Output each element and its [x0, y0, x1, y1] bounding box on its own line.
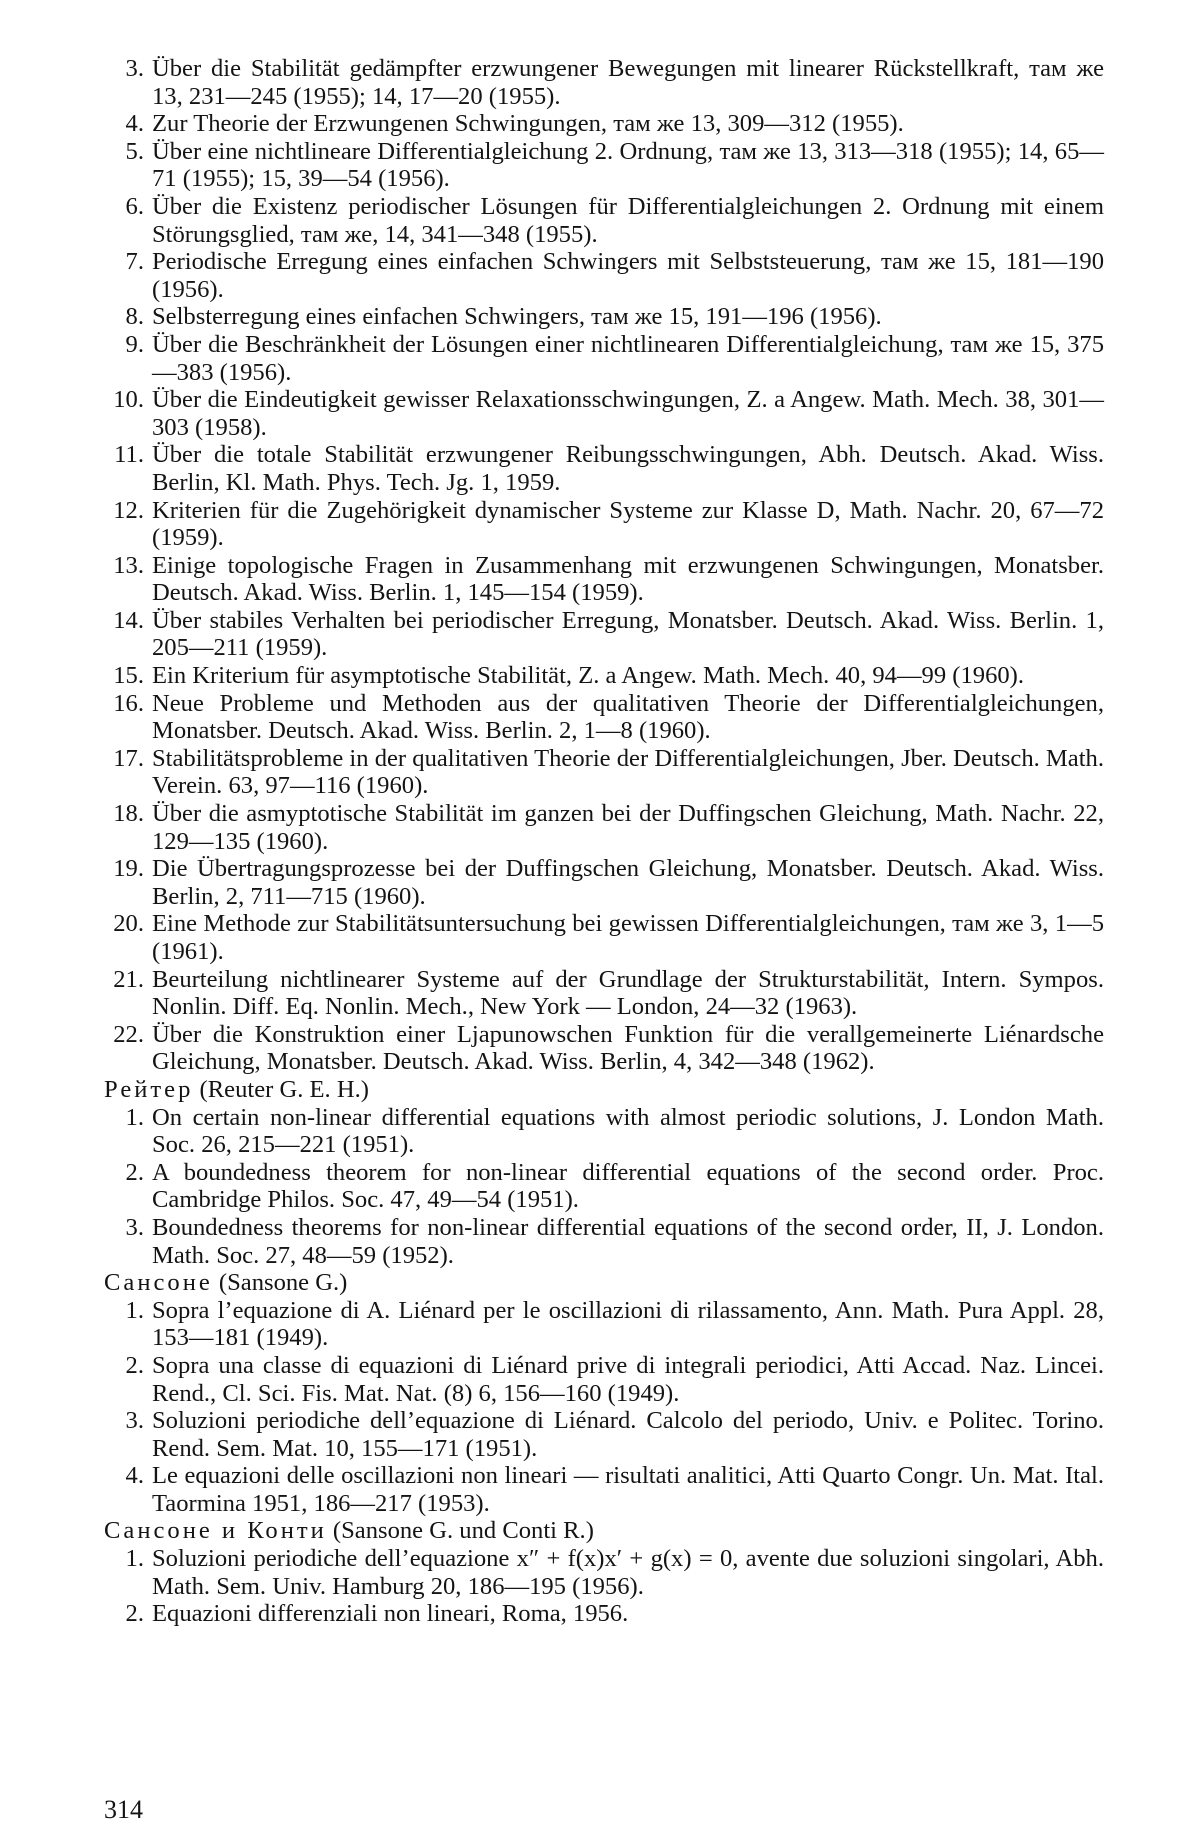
- page-number: 314: [104, 1795, 143, 1824]
- author-name: Рейтер: [104, 1075, 194, 1103]
- reference-entry: [104, 855, 1104, 910]
- author-heading: [104, 1076, 1104, 1104]
- author-heading: [104, 1517, 1104, 1545]
- reference-text: Boundedness theorems for non-linear differential equations of the second order, II, J. London. Math. Soc. 27, 48—59 (1952).: [152, 1213, 1104, 1269]
- reference-text: Über stabiles Verhalten bei periodischer Erregung, Monatsber. Deutsch. Akad. Wiss. Berlin. 1, 205—211 (1959).: [152, 606, 1104, 662]
- reference-entry: [104, 1352, 1104, 1407]
- reference-text: Selbsterregung eines einfachen Schwingers, там же 15, 191—196 (1956).: [152, 303, 882, 331]
- reference-entry: [104, 1214, 1104, 1269]
- reference-entry: [104, 966, 1104, 1021]
- reference-number: 14.: [113, 606, 144, 634]
- reference-text: Eine Methode zur Stabilitätsuntersuchung bei gewissen Differentialgleichungen, там же 3, 1—5 (1961).: [152, 910, 1104, 965]
- reference-entry: [104, 1407, 1104, 1462]
- reference-text: Stabilitätsprobleme in der qualitativen Theorie der Differentialgleichungen, Jber. Deutsch. Math. Verein. 63, 97—116 (1960).: [152, 744, 1104, 800]
- reference-entry: [104, 552, 1104, 607]
- reference-number: 5.: [125, 137, 144, 165]
- reference-number: 12.: [113, 496, 144, 524]
- reference-entry: [104, 690, 1104, 745]
- reference-entry: [104, 55, 1104, 110]
- reference-number: 1.: [125, 1545, 144, 1573]
- reference-entry: [104, 1104, 1104, 1159]
- reference-entry: [104, 386, 1104, 441]
- reference-entry: [104, 441, 1104, 496]
- reference-entry: [104, 193, 1104, 248]
- reference-text: Über die Konstruktion einer Ljapunowschen Funktion für die verallgemeinerte Liénardsche Gleichung, Monatsber. Deutsch. Akad. Wiss. Berlin, 4, 342—348 (1962).: [152, 1020, 1104, 1076]
- author-name: Сансоне и Конти: [104, 1517, 327, 1545]
- reference-text: Über die totale Stabilität erzwungener Reibungsschwingungen, Abh. Deutsch. Akad. Wiss. Berlin, Kl. Math. Phys. Tech. Jg. 1, 1959.: [152, 441, 1104, 496]
- reference-text: Die Übertragungsprozesse bei der Duffingschen Gleichung, Monatsber. Deutsch. Akad. Wiss. Berlin, 2, 711—715 (1960).: [152, 855, 1104, 910]
- reference-entry: [104, 1462, 1104, 1517]
- reference-text: Über die Stabilität gedämpfter erzwungener Bewegungen mit linearer Rückstellkraft, там же 13, 231—245 (1955); 14, 17—20 (1955).: [152, 55, 1104, 110]
- reference-text: Beurteilung nichtlinearer Systeme auf der Grundlage der Strukturstabilität, Intern. Sympos. Nonlin. Diff. Eq. Nonlin. Mech., New York — London, 24—32 (1963).: [152, 965, 1104, 1021]
- author-heading: [104, 1269, 1104, 1297]
- reference-number: 3.: [125, 1213, 144, 1241]
- reference-number: 11.: [114, 441, 144, 469]
- reference-text: Über die Existenz periodischer Lösungen für Differentialgleichungen 2. Ordnung mit einem Störungsglied, там же, 14, 341—348 (1955).: [152, 192, 1104, 248]
- reference-text: Über die asmyptotische Stabilität im ganzen bei der Duffingschen Gleichung, Math. Nachr. 22, 129—135 (1960).: [152, 800, 1104, 855]
- reference-number: 6.: [125, 192, 144, 220]
- reference-number: 7.: [125, 248, 144, 276]
- reference-number: 16.: [113, 689, 144, 717]
- reference-number: 19.: [113, 855, 144, 883]
- reference-text: Soluzioni periodiche dell’equazione di Liénard. Calcolo del periodo, Univ. e Politec. Torino. Rend. Sem. Mat. 10, 155—171 (1951).: [152, 1407, 1104, 1462]
- reference-number: 2.: [125, 1351, 144, 1379]
- author-name: Сансоне: [104, 1269, 213, 1297]
- reference-text: Zur Theorie der Erzwungenen Schwingungen, там же 13, 309—312 (1955).: [152, 110, 904, 138]
- reference-number: 2.: [125, 1158, 144, 1186]
- reference-text: On certain non-linear differential equations with almost periodic solutions, J. London Math. Soc. 26, 215—221 (1951).: [152, 1103, 1104, 1159]
- reference-text: Über die Eindeutigkeit gewisser Relaxationsschwingungen, Z. a Angew. Math. Mech. 38, 301—303 (1958).: [152, 386, 1104, 441]
- reference-number: 4.: [125, 1462, 144, 1490]
- reference-number: 22.: [113, 1020, 144, 1048]
- reference-entry: [104, 662, 1104, 690]
- reference-entry: [104, 331, 1104, 386]
- reference-number: 3.: [125, 1407, 144, 1435]
- reference-number: 8.: [125, 303, 144, 331]
- bibliography-list: [104, 55, 1104, 1628]
- reference-text: Über die Beschränkheit der Lösungen einer nichtlinearen Differentialgleichung, там же 15, 375—383 (1956).: [152, 330, 1104, 386]
- reference-number: 21.: [113, 965, 144, 993]
- reference-number: 1.: [125, 1103, 144, 1131]
- reference-entry: [104, 1297, 1104, 1352]
- reference-number: 10.: [113, 386, 144, 414]
- reference-text: Einige topologische Fragen in Zusammenhang mit erzwungenen Schwingungen, Monatsber. Deutsch. Akad. Wiss. Berlin. 1, 145—154 (1959).: [152, 551, 1104, 607]
- reference-text: Periodische Erregung eines einfachen Schwingers mit Selbststeuerung, там же 15, 181—190 (1956).: [152, 248, 1104, 303]
- reference-text: Sopra una classe di equazioni di Liénard prive di integrali periodici, Atti Accad. Naz. Lincei. Rend., Cl. Sci. Fis. Mat. Nat. (8) 6, 156—160 (1949).: [152, 1351, 1104, 1407]
- reference-text: Equazioni differenziali non lineari, Roma, 1956.: [152, 1600, 629, 1628]
- reference-number: 13.: [113, 551, 144, 579]
- reference-entry: [104, 1021, 1104, 1076]
- reference-number: 1.: [125, 1296, 144, 1324]
- reference-entry: [104, 1545, 1104, 1600]
- author-latin-name: (Sansone G.): [212, 1269, 348, 1297]
- reference-text: Soluzioni periodiche dell’equazione x″ + f(x)x′ + g(x) = 0, avente due soluzioni singolari, Abh. Math. Sem. Univ. Hamburg 20, 186—195 (1956).: [152, 1545, 1104, 1600]
- reference-entry: [104, 1159, 1104, 1214]
- reference-entry: [104, 607, 1104, 662]
- reference-number: 3.: [125, 55, 144, 82]
- author-latin-name: (Reuter G. E. H.): [193, 1075, 369, 1103]
- reference-entry: [104, 800, 1104, 855]
- reference-text: Ein Kriterium für asymptotische Stabilität, Z. a Angew. Math. Mech. 40, 94—99 (1960).: [152, 662, 1025, 690]
- reference-entry: [104, 910, 1104, 965]
- reference-text: A boundedness theorem for non-linear differential equations of the second order. Proc. Cambridge Philos. Soc. 47, 49—54 (1951).: [152, 1158, 1104, 1214]
- reference-number: 9.: [125, 330, 144, 358]
- reference-entry: [104, 303, 1104, 331]
- reference-text: Neue Probleme und Methoden aus der qualitativen Theorie der Differentialgleichungen, Monatsber. Deutsch. Akad. Wiss. Berlin. 2, 1—8 (1960).: [152, 689, 1104, 745]
- author-latin-name: (Sansone G. und Conti R.): [326, 1517, 594, 1545]
- reference-number: 15.: [113, 662, 144, 690]
- reference-text: Sopra l’equazione di A. Liénard per le oscillazioni di rilassamento, Ann. Math. Pura Appl. 28, 153—181 (1949).: [152, 1296, 1104, 1352]
- reference-entry: [104, 1600, 1104, 1628]
- reference-number: 20.: [113, 910, 144, 938]
- reference-entry: [104, 248, 1104, 303]
- reference-entry: [104, 138, 1104, 193]
- reference-number: 4.: [125, 110, 144, 138]
- reference-number: 2.: [125, 1600, 144, 1628]
- reference-entry: [104, 745, 1104, 800]
- reference-number: 17.: [113, 744, 144, 772]
- reference-entry: [104, 110, 1104, 138]
- reference-number: 18.: [113, 800, 144, 828]
- reference-text: Über eine nichtlineare Differentialgleichung 2. Ordnung, там же 13, 313—318 (1955); 14, 65—71 (1955); 15, 39—54 (1956).: [152, 137, 1104, 193]
- reference-entry: [104, 497, 1104, 552]
- reference-text: Le equazioni delle oscillazioni non lineari — risultati analitici, Atti Quarto Congr. Un. Mat. Ital. Taormina 1951, 186—217 (1953).: [152, 1462, 1104, 1517]
- reference-text: Kriterien für die Zugehörigkeit dynamischer Systeme zur Klasse D, Math. Nachr. 20, 67—72 (1959).: [152, 496, 1104, 552]
